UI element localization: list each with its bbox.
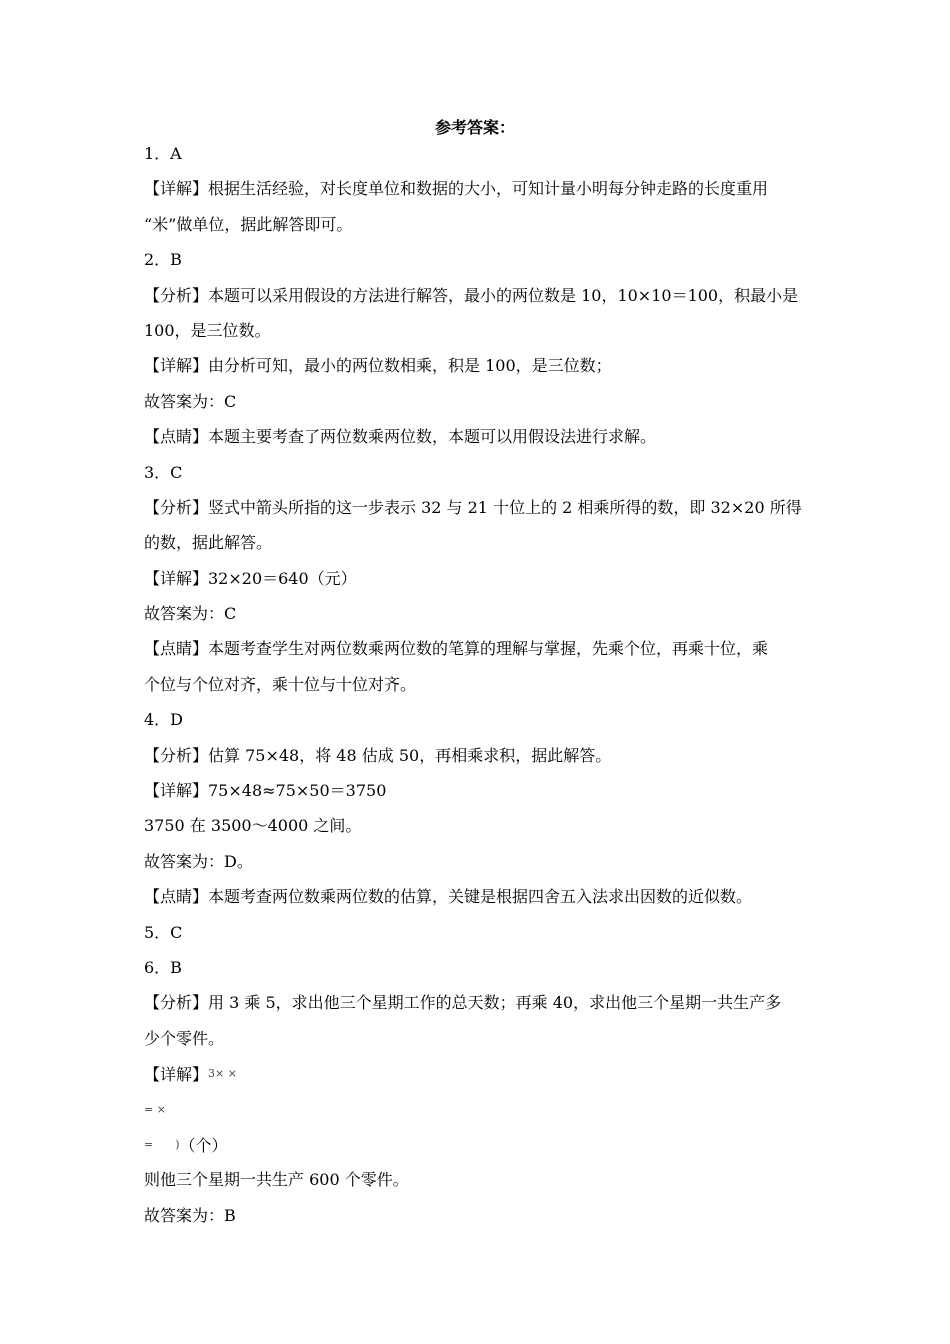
page-title: 参考答案： bbox=[434, 118, 515, 137]
text-line: 3．C bbox=[144, 462, 183, 482]
text-line: 【点睛】本题考查两位数乘两位数的估算，关键是根据四舍五入法求出因数的近似数。 bbox=[144, 887, 753, 907]
text-line: 1．A bbox=[144, 144, 182, 163]
text-line: 少个零件。 bbox=[144, 1028, 225, 1048]
text-line: 【分析】估算 75×48，将 48 估成 50，再相乘求积，据此解答。 bbox=[144, 745, 612, 765]
text-line: 5．C bbox=[144, 922, 183, 942]
text-line: 的数，据此解答。 bbox=[144, 533, 273, 553]
text-line: 故答案为：D。 bbox=[144, 851, 253, 871]
text-line: 【分析】竖式中箭头所指的这一步表示 32 与 21 十位上的 2 相乘所得的数，即 32×20 所得 bbox=[144, 497, 802, 517]
formula-fragment: ) bbox=[175, 1137, 180, 1151]
text-line: 故答案为：B bbox=[144, 1205, 236, 1225]
text-line: 100，是三位数。 bbox=[144, 320, 271, 340]
text-line: 3750 在 3500～4000 之间。 bbox=[144, 816, 362, 836]
text-line: 2．B bbox=[144, 250, 182, 270]
answer-body bbox=[144, 140, 814, 1237]
formula-fragment: = bbox=[144, 1137, 154, 1151]
text-line: 【分析】本题可以采用假设的方法进行解答，最小的两位数是 10，10×10＝100，积最小是 bbox=[144, 285, 799, 305]
text-line: 【点睛】本题主要考查了两位数乘两位数，本题可以用假设法进行求解。 bbox=[144, 427, 657, 447]
text-line: 【分析】用 3 乘 5，求出他三个星期工作的总天数；再乘 40，求出他三个星期一共生产多 bbox=[144, 993, 782, 1013]
text-line: 故答案为：C bbox=[144, 391, 237, 411]
text-line: 【点睛】本题考查学生对两位数乘两位数的笔算的理解与掌握，先乘个位，再乘十位，乘 bbox=[144, 639, 769, 659]
text-line: 【详解】32×20＝640（元） bbox=[144, 568, 357, 588]
detail-label: 【详解】 bbox=[144, 1065, 209, 1085]
text-line: 故答案为：C bbox=[144, 604, 237, 624]
text-line: 【详解】根据生活经验，对长度单位和数据的大小，可知计量小明每分钟走路的长度重用 bbox=[144, 179, 769, 199]
formula-fragment: = × bbox=[144, 1102, 166, 1116]
text-line: “米”做单位，据此解答即可。 bbox=[144, 214, 353, 234]
text-line: 4．D bbox=[144, 710, 184, 730]
detail6-row2 bbox=[144, 1096, 814, 1131]
detail6-row1 bbox=[144, 1060, 814, 1095]
text-line: 【详解】75×48≈75×50＝3750 bbox=[144, 781, 387, 801]
text-line: 个位与个位对齐，乘十位与十位对齐。 bbox=[144, 674, 417, 694]
text-line: 6．B bbox=[144, 957, 182, 977]
text-line: 【详解】由分析可知，最小的两位数相乘，积是 100，是三位数； bbox=[144, 356, 612, 376]
unit-text: （个） bbox=[179, 1135, 228, 1155]
detail6-row3 bbox=[144, 1131, 814, 1166]
text-line: 则他三个星期一共生产 600 个零件。 bbox=[144, 1170, 409, 1190]
formula-fragment: 3× × bbox=[208, 1067, 237, 1081]
